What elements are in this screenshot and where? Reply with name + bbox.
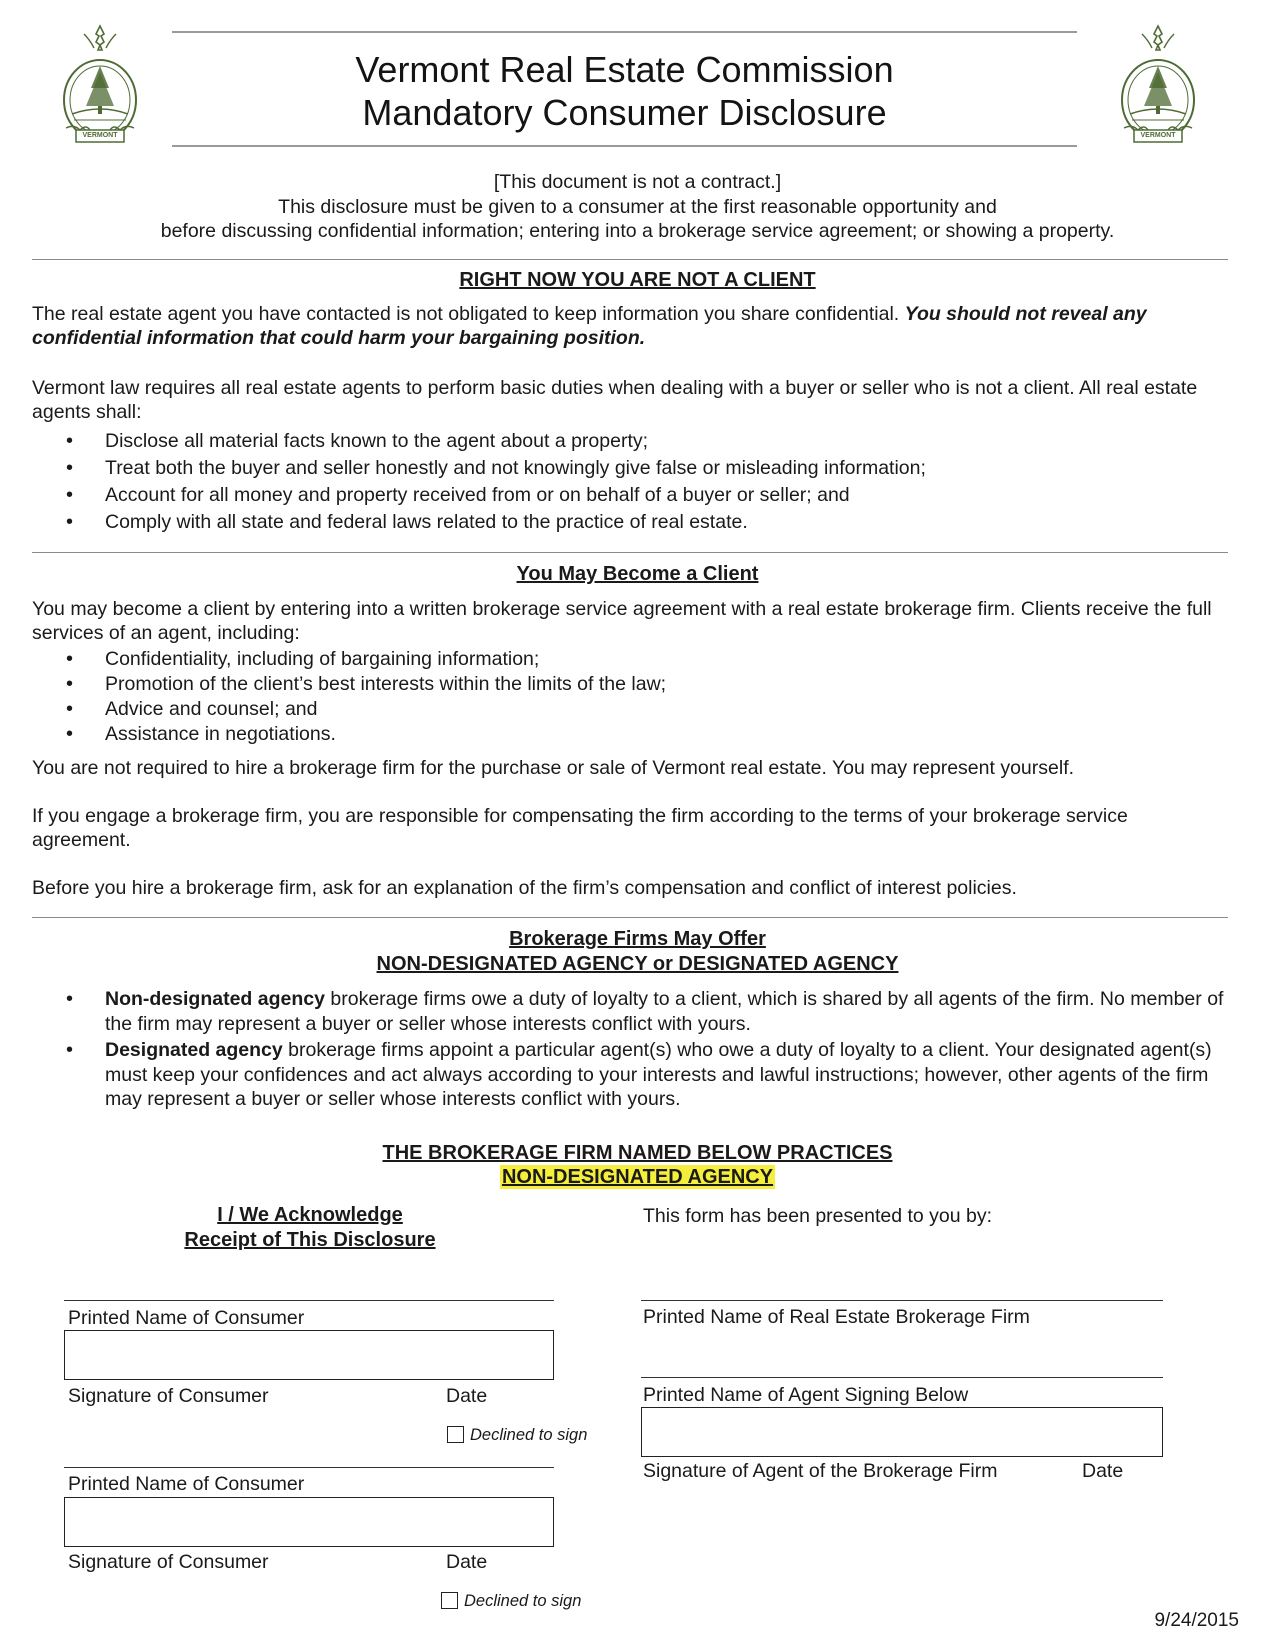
- consumer1-signature-label: Signature of Consumer: [68, 1385, 269, 1407]
- consumer1-signature-box[interactable]: [64, 1330, 554, 1380]
- consumer2-declined-checkbox[interactable]: [441, 1592, 458, 1609]
- consumer2-date-label: Date: [446, 1551, 488, 1573]
- revision-date: 9/24/2015: [1154, 1610, 1239, 1631]
- section1-duties-list: [62, 428, 1232, 536]
- firm-name-label: Printed Name of Real Estate Brokerage Firm: [643, 1306, 1030, 1328]
- consumer1-declined-checkbox[interactable]: [447, 1426, 464, 1443]
- list-item: • Advice and counsel; and: [62, 697, 1232, 722]
- firm-name-line[interactable]: [641, 1300, 1163, 1301]
- list-item: • Disclose all material facts known to the agent about a property;: [62, 428, 1232, 455]
- designated-term: Designated agency: [105, 1039, 283, 1061]
- consumer2-declined: [441, 1591, 581, 1611]
- non-designated-term: Non-designated agency: [105, 988, 325, 1010]
- practice-heading: THE BROKERAGE FIRM NAMED BELOW PRACTICES: [382, 1142, 893, 1164]
- agent-signature-box[interactable]: [641, 1407, 1163, 1457]
- divider-2: [32, 552, 1228, 553]
- acknowledge-heading-1: I / We Acknowledge: [217, 1204, 403, 1226]
- section2-paragraph-4: Before you hire a brokerage firm, ask for an explanation of the firm’s compensation and conflict of interest policies.: [32, 877, 1017, 899]
- agent-name-line[interactable]: [641, 1377, 1163, 1378]
- consumer2-signature-label: Signature of Consumer: [68, 1551, 269, 1573]
- list-item: • Treat both the buyer and seller honestly and not knowingly give false or misleading information;: [62, 455, 1232, 482]
- consumer1-name-line[interactable]: [64, 1300, 554, 1301]
- consumer2-name-label: Printed Name of Consumer: [68, 1473, 305, 1495]
- page-title-line1: Vermont Real Estate Commission: [355, 49, 894, 90]
- list-item-designated: [62, 1038, 1232, 1112]
- section1-paragraph-1: [32, 302, 1232, 350]
- section-heading-agency-types: NON-DESIGNATED AGENCY or DESIGNATED AGENCY: [376, 953, 899, 975]
- section-heading-become-client: You May Become a Client: [516, 563, 759, 585]
- title-rule-bottom: [172, 145, 1077, 147]
- section-heading-not-client: RIGHT NOW YOU ARE NOT A CLIENT: [459, 269, 816, 291]
- divider-3: [32, 917, 1228, 918]
- divider-1: [32, 259, 1228, 260]
- designated-text: brokerage firms appoint a particular agent(s) who owe a duty of loyalty to a client. Your designated agent(s) must keep your confidences and act always according to your interests and lawful instructions; however, other agents of the firm may represent a buyer or seller whose interests conflict with yours.: [105, 1039, 1212, 1110]
- consumer1-date-label: Date: [446, 1385, 488, 1407]
- vermont-seal-right-icon: [1112, 22, 1204, 150]
- consumer2-declined-label: Declined to sign: [464, 1592, 582, 1610]
- consumer2-signature-box[interactable]: [64, 1497, 554, 1547]
- section2-paragraph-2: You are not required to hire a brokerage firm for the purchase or sale of Vermont real estate. You may represent yourself.: [32, 757, 1075, 779]
- section2-paragraph-1: You may become a client by entering into a written brokerage service agreement with a real estate brokerage firm. Clients receive the full services of an agent, including:: [32, 598, 1212, 644]
- list-item: • Account for all money and property received from or on behalf of a buyer or seller; and: [62, 482, 1232, 509]
- non-designated-text: brokerage firms owe a duty of loyalty to a client, which is shared by all agents of the firm. No member of the firm may represent a buyer or seller whose interests conflict with yours.: [105, 988, 1224, 1035]
- section1-para1-emphasis: You should not reveal any confidential information that could harm your bargaining position.: [32, 303, 1147, 349]
- section-heading-firms-offer: Brokerage Firms May Offer: [509, 928, 766, 950]
- section2-services-list: [62, 647, 1232, 747]
- vermont-seal-left: [54, 22, 146, 150]
- consumer2-name-line[interactable]: [64, 1467, 554, 1468]
- vermont-seal-right: [1112, 22, 1204, 150]
- section2-paragraph-3: If you engage a brokerage firm, you are responsible for compensating the firm according to the terms of your brokerage service agreement.: [32, 805, 1128, 851]
- list-item: • Comply with all state and federal laws related to the practice of real estate.: [62, 509, 1232, 536]
- consumer1-declined-label: Declined to sign: [470, 1426, 588, 1444]
- agency-types-list: [62, 987, 1232, 1112]
- list-item: • Promotion of the client’s best interests within the limits of the law;: [62, 672, 1232, 697]
- acknowledge-heading-2: Receipt of This Disclosure: [184, 1229, 436, 1251]
- list-item: • Confidentiality, including of bargaining information;: [62, 647, 1232, 672]
- agent-name-label: Printed Name of Agent Signing Below: [643, 1384, 969, 1406]
- title-rule-top: [172, 31, 1077, 33]
- section1-paragraph-2: Vermont law requires all real estate agents to perform basic duties when dealing with a buyer or seller who is not a client. All real estate agents shall:: [32, 377, 1198, 423]
- list-item: • Assistance in negotiations.: [62, 722, 1232, 747]
- presented-by-label: This form has been presented to you by:: [643, 1205, 993, 1227]
- practice-agency-highlight: NON-DESIGNATED AGENCY: [501, 1166, 774, 1188]
- agent-date-label: Date: [1082, 1460, 1124, 1482]
- page-title-line2: Mandatory Consumer Disclosure: [362, 92, 887, 133]
- seal-text-right: VERMONT: [1140, 132, 1176, 139]
- section1-para1-text: The real estate agent you have contacted is not obligated to keep information you share confidential.: [32, 303, 905, 325]
- intro-line-1: [This document is not a contract.]: [493, 171, 782, 193]
- vermont-seal-left-icon: [54, 22, 146, 150]
- consumer1-name-label: Printed Name of Consumer: [68, 1307, 305, 1329]
- intro-line-2: This disclosure must be given to a consumer at the first reasonable opportunity and: [278, 196, 997, 218]
- seal-text-left: VERMONT: [82, 132, 118, 139]
- consumer1-declined: [447, 1425, 587, 1445]
- intro-line-3: before discussing confidential information; entering into a brokerage service agreement; or showing a property.: [160, 220, 1115, 242]
- agent-signature-label: Signature of Agent of the Brokerage Firm: [643, 1460, 998, 1482]
- practice-agency-type: [0, 1166, 1275, 1189]
- list-item-non-designated: [62, 987, 1232, 1036]
